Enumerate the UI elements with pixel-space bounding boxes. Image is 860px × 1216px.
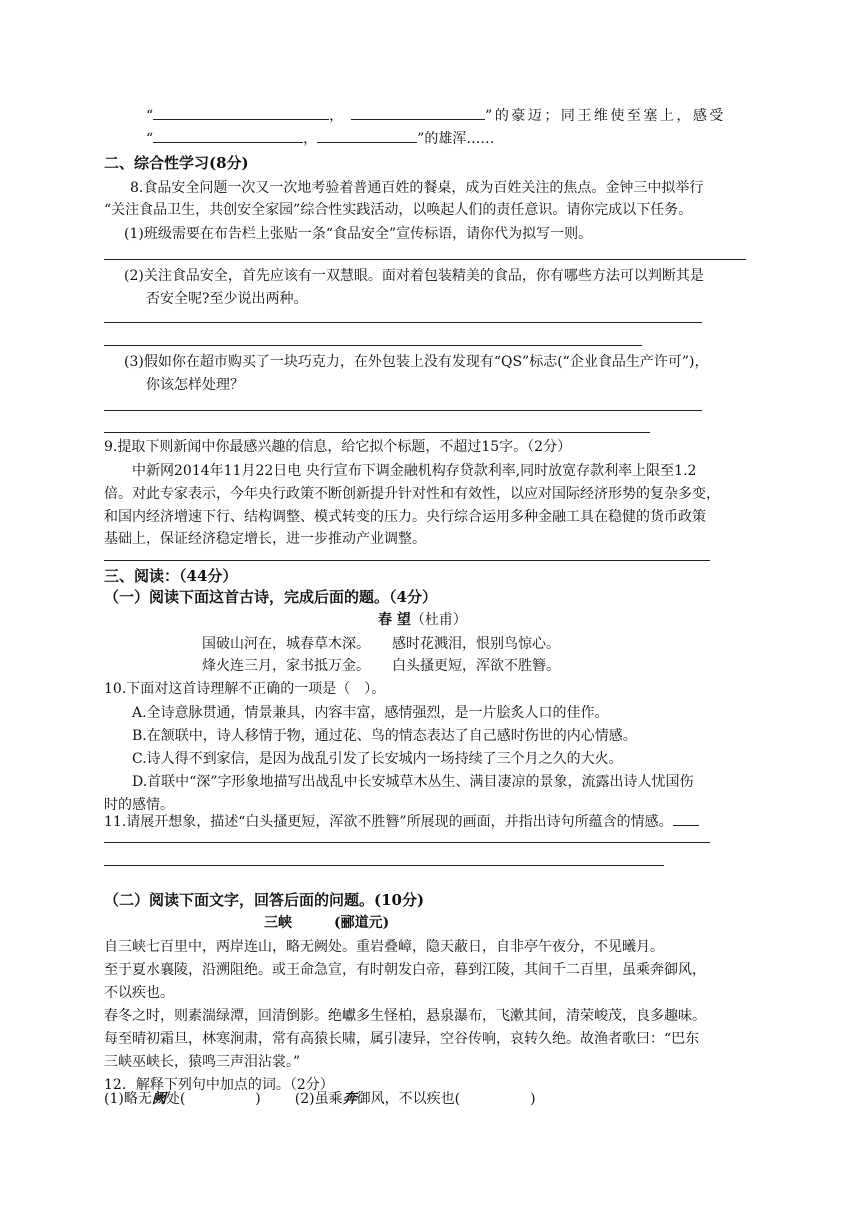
answer-line[interactable] — [104, 345, 642, 346]
open-quote: “ — [146, 131, 154, 147]
open-quote: “ — [146, 108, 154, 124]
answer-blank[interactable] — [153, 127, 303, 143]
q10-option-d[interactable]: D.首联中“深”字形象地描写出战乱中长安城草木丛生、满目凄凉的景象，流露出诗人忧国伤 — [132, 774, 694, 790]
passage-text: 三峡巫峡长，猿鸣三声泪沾裳。” — [104, 1054, 301, 1070]
poem-verse: 烽火连三月，家书抵万金。 — [202, 658, 370, 674]
q8-task-2: (2)关注食品安全，首先应该有一双慧眼。面对着包装精美的食品，你有哪些方法可以判断其是 — [124, 268, 704, 284]
q7-tail-text: ”的豪迈；同王维使至塞上，感受 — [485, 108, 726, 124]
q9-news: 中新网2014年11月22日电 央行宣布下调金融机构存贷款利率,同时放宽存款利率上限至1.2 — [132, 463, 697, 479]
q10-option-b[interactable]: B.在颔联中，诗人移情于物，通过花、鸟的情态表达了自己感时伤世的内心情感。 — [132, 728, 637, 744]
passage-author: (郦道元) — [334, 915, 390, 931]
passage-text: 至于夏水襄陵，沿溯阻绝。或王命急宣，有时朝发白帝，暮到江陵，其间千二百里，虽乘奔御风， — [104, 962, 706, 978]
answer-line[interactable] — [104, 322, 702, 323]
part-heading: （一）阅读下面这首古诗，完成后面的题。（4分） — [104, 588, 437, 606]
q12-item-2-blank[interactable]: 御风，不以疾也( ) — [356, 1091, 536, 1107]
dotted-word: 阙 — [151, 1091, 166, 1107]
section-heading: 三、阅读：（44分） — [104, 567, 238, 585]
answer-line[interactable] — [104, 560, 710, 561]
q10-option-a[interactable]: A.全诗意脉贯通，情景兼具，内容丰富，感情强烈，是一片脍炙人口的佳作。 — [132, 705, 609, 721]
passage-text: 不以疾也。 — [104, 985, 174, 1001]
q8-task-1: (1)班级需要在布告栏上张贴一条“食品安全”宣传标语，请你代为拟写一则。 — [124, 226, 593, 242]
poem-verse: 白头搔更短，浑欲不胜簪。 — [392, 658, 560, 674]
part-heading: （二）阅读下面文字，回答后面的问题。(10分) — [104, 891, 425, 909]
q10-option-d: 时的感情。 — [104, 797, 174, 813]
q7-line-2 — [146, 127, 494, 147]
answer-blank[interactable] — [351, 104, 485, 120]
q8-intro: “关注食品卫生，共创安全家园”综合性实践活动，以唤起人们的责任意识。请你完成以下任务。 — [104, 202, 693, 218]
q7-tail-text: ”的雄浑…… — [417, 131, 495, 147]
comma: ， — [303, 131, 318, 147]
poem-title-line — [378, 610, 467, 630]
passage-text: 每至晴初霜旦，林寒涧肃，常有高猿长啸，属引凄异，空谷传响，哀转久绝。故渔者歌曰：“巴东 — [104, 1031, 700, 1047]
answer-line[interactable] — [104, 865, 664, 866]
answer-line[interactable] — [104, 432, 650, 433]
poem-verse: 感时花溅泪，恨别鸟惊心。 — [392, 636, 560, 652]
answer-blank[interactable] — [153, 104, 329, 120]
poem-title: 春 望 — [378, 612, 411, 628]
q7-line-1 — [146, 104, 726, 124]
answer-line[interactable] — [104, 410, 702, 411]
q12-prompt: 12．解释下列句中加点的词。（2分） — [104, 1077, 334, 1093]
q12-item-2-text: (2)虽乘 — [294, 1091, 343, 1107]
poem-line — [202, 634, 560, 654]
answer-line[interactable] — [104, 259, 746, 260]
q10-option-c[interactable]: C.诗人得不到家信，是因为战乱引发了长安城内一场持续了三个月之久的大火。 — [132, 751, 623, 767]
q9-prompt: 9.提取下则新闻中你最感兴趣的信息，给它拟个标题，不超过15字。（2分） — [104, 439, 572, 455]
passage-text: 春冬之时，则素湍绿潭，回清倒影。绝巘多生怪柏，悬泉瀑布，飞漱其间，清荣峻茂，良多趣味。 — [104, 1008, 706, 1024]
q12-item-1-blank[interactable]: 处( ) — [165, 1091, 261, 1107]
q8-task-2: 否安全呢?至少说出两种。 — [146, 291, 308, 307]
passage-text: 自三峡七百里中，两岸连山，略无阙处。重岩叠嶂，隐天蔽日，自非亭午夜分，不见曦月。 — [104, 939, 664, 955]
poem-verse: 国破山河在，城春草木深。 — [202, 636, 370, 652]
passage-title: 三峡 — [264, 915, 292, 931]
q8-task-3: (3)假如你在超市购买了一块巧克力，在外包装上没有发现有“QS”标志(“企业食品生产许可”)， — [124, 354, 709, 370]
q8-intro: 8.食品安全问题一次又一次地考验着普通百姓的餐桌，成为百姓关注的焦点。金钟三中拟举行 — [130, 180, 704, 196]
section-heading: 二、综合性学习(8分) — [104, 154, 249, 172]
answer-blank[interactable] — [673, 810, 699, 826]
comma: ， — [329, 108, 344, 124]
answer-blank[interactable] — [317, 127, 417, 143]
q11-text: 11.请展开想象，描述“白头搔更短，浑欲不胜簪”所展现的画面，并指出诗句所蕴含的情感。 — [104, 814, 673, 830]
q8-task-3: 你该怎样处理？ — [146, 377, 244, 393]
q12-item-1-text: (1)略无 — [104, 1091, 152, 1107]
dotted-word: 奔 — [342, 1091, 357, 1107]
poem-line — [202, 656, 560, 676]
q12-items — [104, 1089, 536, 1109]
q9-news: 和国内经济增速下行、结构调整、模式转变的压力。央行综合运用多种金融工具在稳健的货币政策 — [104, 509, 706, 525]
q10-prompt: 10.下面对这首诗理解不正确的一项是（ ）。 — [104, 681, 386, 697]
passage-title-line — [264, 913, 389, 933]
q9-news: 倍。对此专家表示，今年央行政策不断创新提升针对性和有效性，以应对国际经济形势的复杂多变， — [104, 486, 720, 502]
q9-news: 基础上，保证经济稳定增长，进一步推动产业调整。 — [104, 531, 426, 547]
poem-author: （杜甫） — [410, 612, 467, 628]
answer-line[interactable] — [104, 842, 710, 843]
q11-prompt — [104, 810, 699, 830]
